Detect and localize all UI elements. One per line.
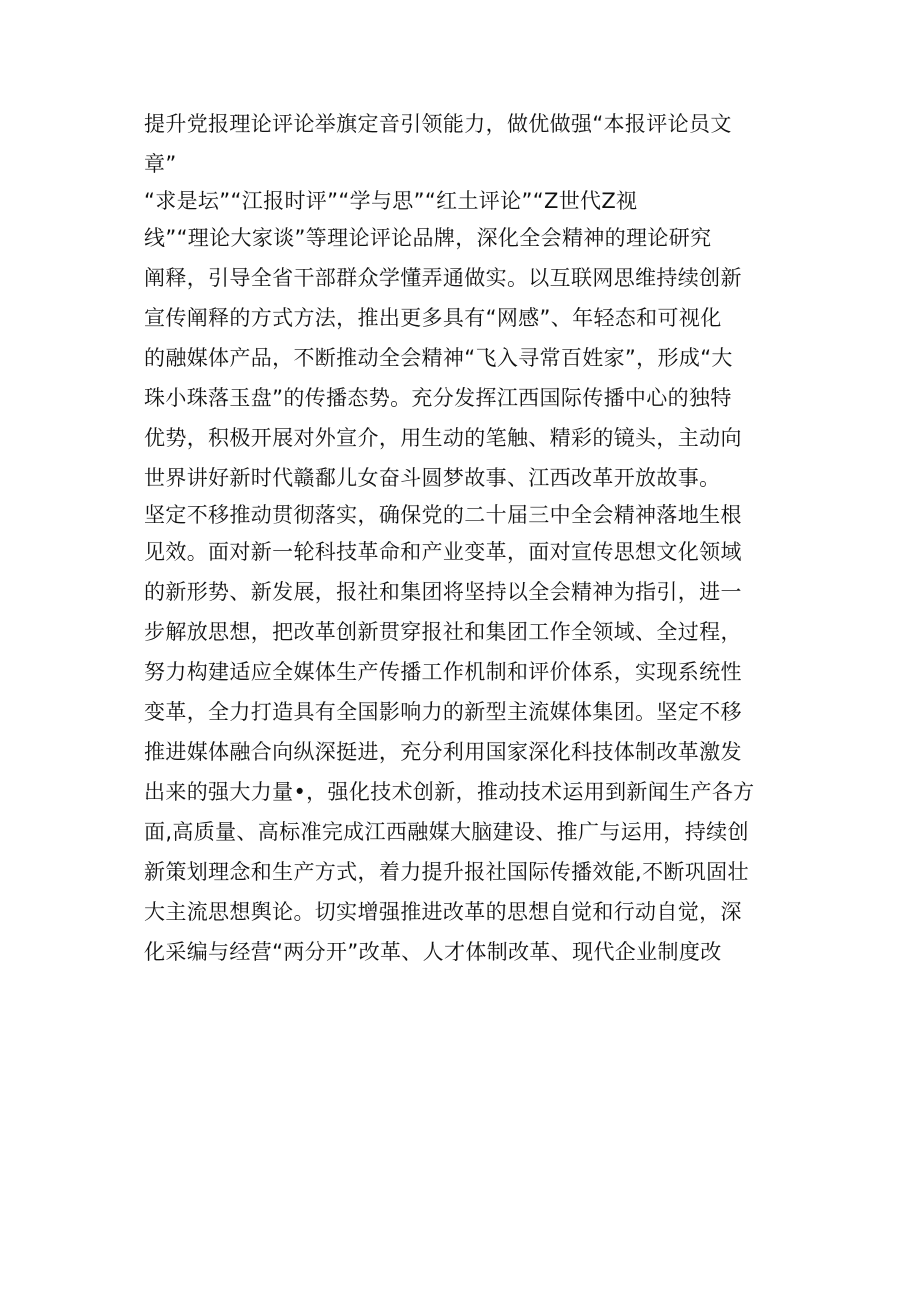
text-line: 世界讲好新时代赣鄱儿女奋斗圆梦故事、江西改革开放故事。 [144, 466, 721, 490]
text-line: 努力构建适应全媒体生产传播工作机制和评价体系，实现系统性 [144, 660, 742, 684]
text-line: 阐释，引导全省干部群众学懂弄通做实。以互联网思维持续创新 [144, 266, 742, 290]
text-line: 的融媒体产品，不断推动全会精神“飞入寻常百姓家”，形成“大 [144, 346, 733, 370]
text-line: 章” [144, 152, 177, 176]
text-line: 新策划理念和生产方式，着力提升报社国际传播效能,不断巩固壮 [144, 860, 749, 884]
text-line: 面,高质量、高标准完成江西融媒大脑建设、推广与运用，持续创 [144, 820, 749, 844]
text-line: 大主流思想舆论。切实增强推进改革的思想自觉和行动自觉，深 [144, 900, 742, 924]
text-line: 步解放思想，把改革创新贯穿报社和集团工作全领域、全过程， [144, 620, 742, 644]
text-line: 提升党报理论评论举旗定音引领能力，做优做强“本报评论员文 [144, 112, 732, 136]
text-line: 出来的强大力量•，强化技术创新，推动技术运用到新闻生产各方 [144, 780, 755, 804]
text-line: 优势，积极开展对外宣介，用生动的笔触、精彩的镜头，主动向 [144, 426, 742, 450]
text-line: 推进媒体融合向纵深挺进，充分利用国家深化科技体制改革激发 [144, 740, 742, 764]
text-line: 坚定不移推动贯彻落实，确保党的二十届三中全会精神落地生根 [144, 503, 742, 527]
text-line: 见效。面对新一轮科技革命和产业变革，面对宣传思想文化领域 [144, 540, 742, 564]
text-line: 变革，全力打造具有全国影响力的新型主流媒体集团。坚定不移 [144, 700, 742, 724]
text-line: 化采编与经营“两分开”改革、人才体制改革、现代企业制度改 [144, 940, 722, 964]
text-line: 的新形势、新发展，报社和集团将坚持以全会精神为指引，进一 [144, 580, 742, 604]
document-body [144, 104, 804, 972]
text-line: “求是坛”“江报时评”“学与思”“红土评论”“Z世代Z视 [144, 189, 638, 213]
text-line: 珠小珠落玉盘”的传播态势。充分发挥江西国际传播中心的独特 [144, 386, 732, 410]
text-line: 宣传阐释的方式方法，推出更多具有“网感”、年轻态和可视化 [144, 306, 722, 330]
text-line: 线”“理论大家谈”等理论评论品牌，深化全会精神的理论研究 [144, 226, 712, 250]
